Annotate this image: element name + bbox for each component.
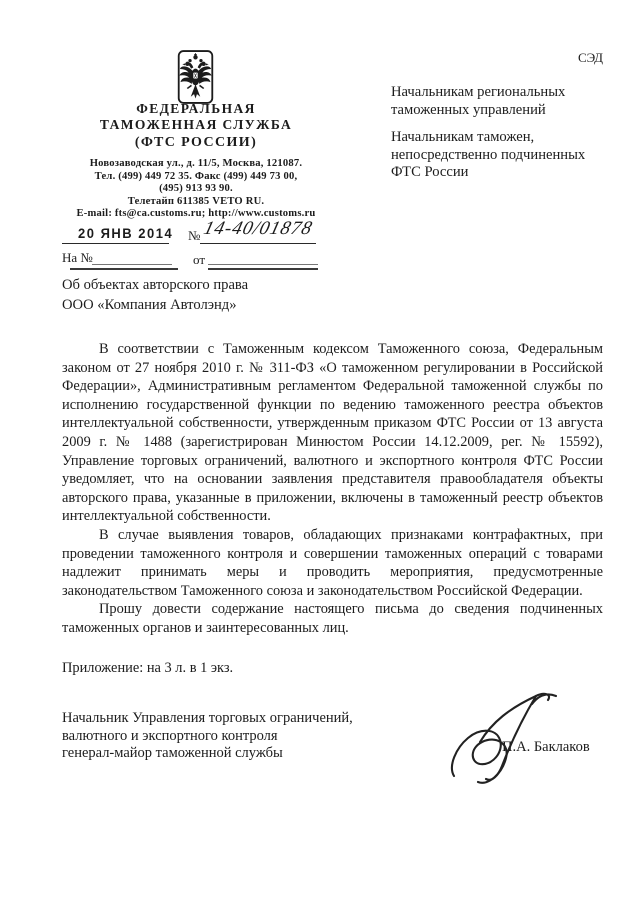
subject-line2: ООО «Компания Автолэнд» (62, 296, 237, 313)
subject-line1: Об объектах авторского права (62, 277, 249, 293)
recipients-block (391, 84, 611, 182)
reply-date-underline-dark (208, 268, 318, 270)
reply-to-number-label: На № (62, 250, 93, 265)
reply-from-date-label: от (193, 252, 206, 267)
recipient-1-line1: Начальникам региональных (391, 84, 566, 100)
body-paragraph-3: Прошу довести содержание настоящего письма до сведения подчиненных таможенных органов и заинтересованных лиц. (62, 601, 603, 636)
sed-label: СЭД (578, 50, 604, 65)
address-line: Новозаводская ул., д. 11/5, Москва, 121087. (89, 158, 303, 169)
subject-block (62, 276, 362, 315)
phone-line: Тел. (499) 449 72 35. Факс (499) 449 73 00, (94, 170, 298, 182)
reference-row (62, 218, 322, 270)
org-name-line1: ФЕДЕРАЛЬНАЯ (136, 101, 256, 116)
recipient-2-line1: Начальникам таможен, (391, 129, 535, 146)
body-paragraph-1: В соответствии с Таможенным кодексом Таможенного союза, Федеральным законом от 27 ноября 2010 г. № 311-ФЗ «О таможенном регулировании в Российской Федерации», Административным регламентом Федеральной таможенной службы по исполнению государственной функции по ведению таможенного реестра объектов интеллектуальной собственности, утвержденным приказом ФТС России от 13 августа 2009 г. № 1488 (зарегистрирован Минюстом России 14.12.2009, рег. № 15592), Управление торговых ограничений, валютного и экспортного контроля ФТС России уведомляет, что на основании заявления представителя правообладателя объекты авторского права, указанные в приложении, включены в таможенный реестр объектов интеллектуальной собственности. (62, 341, 603, 525)
phone-line-2: (495) 913 93 90. (159, 183, 233, 195)
attachment-note: Приложение: на 3 л. в 1 экз. (62, 660, 234, 676)
reply-number-underline (92, 264, 172, 265)
reply-date-underline (208, 264, 318, 265)
signer-title-block (62, 710, 402, 763)
recipient-group-2 (391, 129, 611, 182)
body-paragraph-2: В случае выявления товаров, обладающих признаками контрафактных, при проведении таможенного контроля и совершении таможенных операций с товарами надлежит принимать меры и проводить мероприятия, предусмотренные законодательством Таможенного союза и законодательством Российской Федерации. (62, 526, 603, 599)
recipient-2-line3: ФТС России (391, 164, 469, 181)
org-name-line2: ТАМОЖЕННАЯ СЛУЖБА (99, 117, 293, 132)
signer-title-line2: валютного и экспортного контроля (62, 727, 278, 744)
signer-name: П.А. Баклаков (502, 739, 590, 755)
email-line: E-mail: fts@ca.customs.ru; http://www.customs.ru (76, 208, 316, 220)
date-stamp: 20 ЯНВ 2014 (78, 225, 174, 242)
date-underline (62, 243, 169, 244)
signer-title-line3: генерал-майор таможенной службы (62, 745, 283, 762)
reply-number-underline-dark (70, 268, 178, 270)
handwritten-signature-icon (444, 682, 572, 790)
number-underline (200, 243, 316, 244)
number-sign: № (188, 228, 201, 243)
recipient-1-line2: таможенных управлений (391, 101, 546, 118)
signer-title-line1: Начальник Управления торговых ограничений, (62, 710, 353, 726)
recipient-group-1 (391, 84, 611, 119)
org-short-name: (ФТС РОССИИ) (134, 135, 258, 150)
handwritten-number: 14-40/01878 (201, 218, 315, 239)
org-name (58, 101, 334, 133)
teletype-line: Телетайп 611385 VETO RU. (127, 195, 265, 207)
coat-of-arms-eagle-icon (177, 50, 214, 104)
letter-body (62, 340, 603, 638)
recipient-2-line2: непосредственно подчиненных (391, 146, 586, 163)
org-address-block (58, 158, 334, 221)
